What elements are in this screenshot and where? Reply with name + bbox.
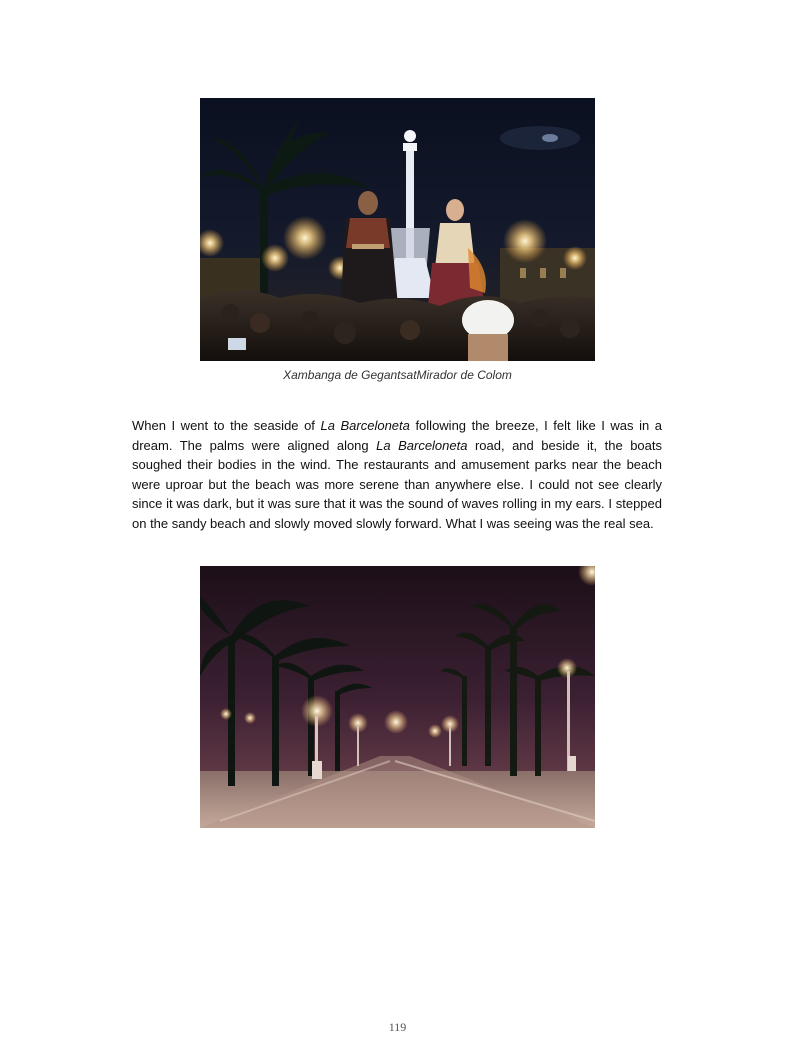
place-name-italic-1: La Barceloneta: [320, 418, 410, 433]
figure-caption: Xambanga de GegantsatMirador de Colom: [283, 368, 512, 382]
place-name-italic-2: La Barceloneta: [376, 437, 468, 453]
photo-palm-promenade: [200, 566, 595, 828]
page-number: 119: [388, 1020, 407, 1034]
paragraph-text-2: following the breeze, I felt like I was in a dream. The palms were aligned along: [132, 418, 662, 453]
paragraph-text-1: When I went to the seaside of: [132, 418, 321, 433]
paragraph-text-3: road, and beside it, the boats soughed their bodies in the wind. The restaurants and amusement parks near the beach were uproar but the beach was more serene than anywhere else. I could not see clearly since it was dark, but it was sure that it was the sound of waves rolling in my ears. I stepped on the sandy beach and slowly moved slowly forward. What I was seeing was the real sea.: [132, 437, 662, 531]
photo-giants-colom-monument: [200, 98, 595, 361]
body-paragraph: [132, 416, 662, 533]
